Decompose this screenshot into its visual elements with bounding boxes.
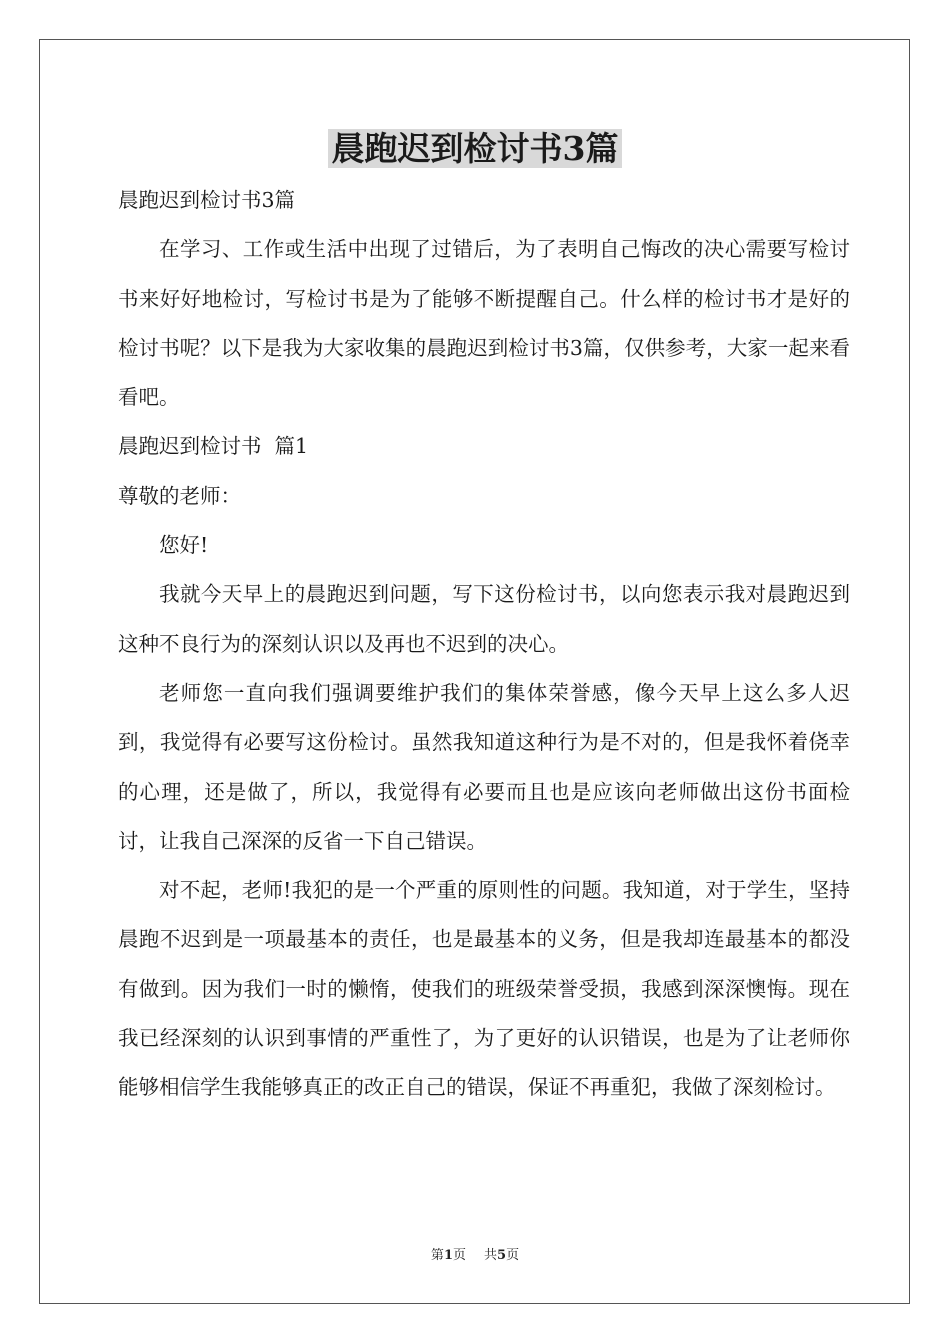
body-paragraph-2: 老师您一直向我们强调要维护我们的集体荣誉感，像今天早上这么多人迟到，我觉得有必要写这份检讨。虽然我知道这种行为是不对的，但是我怀着侥幸的心理，还是做了，所以，我觉得有必要而且也是应该向老师做出这份书面检讨，让我自己深深的反省一下自己错误。	[118, 680, 850, 853]
body-paragraph-1: 我就今天早上的晨跑迟到问题，写下这份检讨书，以向您表示我对晨跑迟到这种不良行为的深刻认识以及再也不迟到的决心。	[118, 582, 850, 656]
total-prefix: 共	[484, 1248, 498, 1263]
document-title-block	[0, 128, 950, 170]
page-footer	[0, 1247, 950, 1265]
document-subtitle: 晨跑迟到检讨书3篇	[118, 188, 296, 212]
document-body	[118, 176, 850, 1113]
document-title: 晨跑迟到检讨书3篇	[328, 129, 623, 168]
current-page-number: 1	[443, 1248, 453, 1263]
page-suffix: 页	[452, 1248, 466, 1263]
section-heading: 晨跑迟到检讨书 篇1	[118, 434, 309, 459]
page-prefix: 第	[430, 1248, 444, 1263]
body-paragraph-3: 对不起，老师!我犯的是一个严重的原则性的问题。我知道，对于学生，坚持晨跑不迟到是一项最基本的责任，也是最基本的义务，但是我却连最基本的都没有做到。因为我们一时的懒惰，使我们的班级荣誉受损，我感到深深懊悔。现在我已经深刻的认识到事情的严重性了，为了更好的认识错误，也是为了让老师你能够相信学生我能够真正的改正自己的错误，保证不再重犯，我做了深刻检讨。	[118, 878, 850, 1100]
salutation: 尊敬的老师：	[118, 483, 241, 508]
intro-paragraph: 在学习、工作或生活中出现了过错后，为了表明自己悔改的决心需要写检讨书来好好地检讨，写检讨书是为了能够不断提醒自己。什么样的检讨书才是好的检讨书呢？以下是我为大家收集的晨跑迟到检讨书3篇，仅供参考，大家一起来看看吧。	[118, 237, 850, 410]
total-suffix: 页	[506, 1248, 520, 1263]
total-page-number: 5	[497, 1248, 507, 1263]
greeting: 您好!	[159, 533, 209, 558]
